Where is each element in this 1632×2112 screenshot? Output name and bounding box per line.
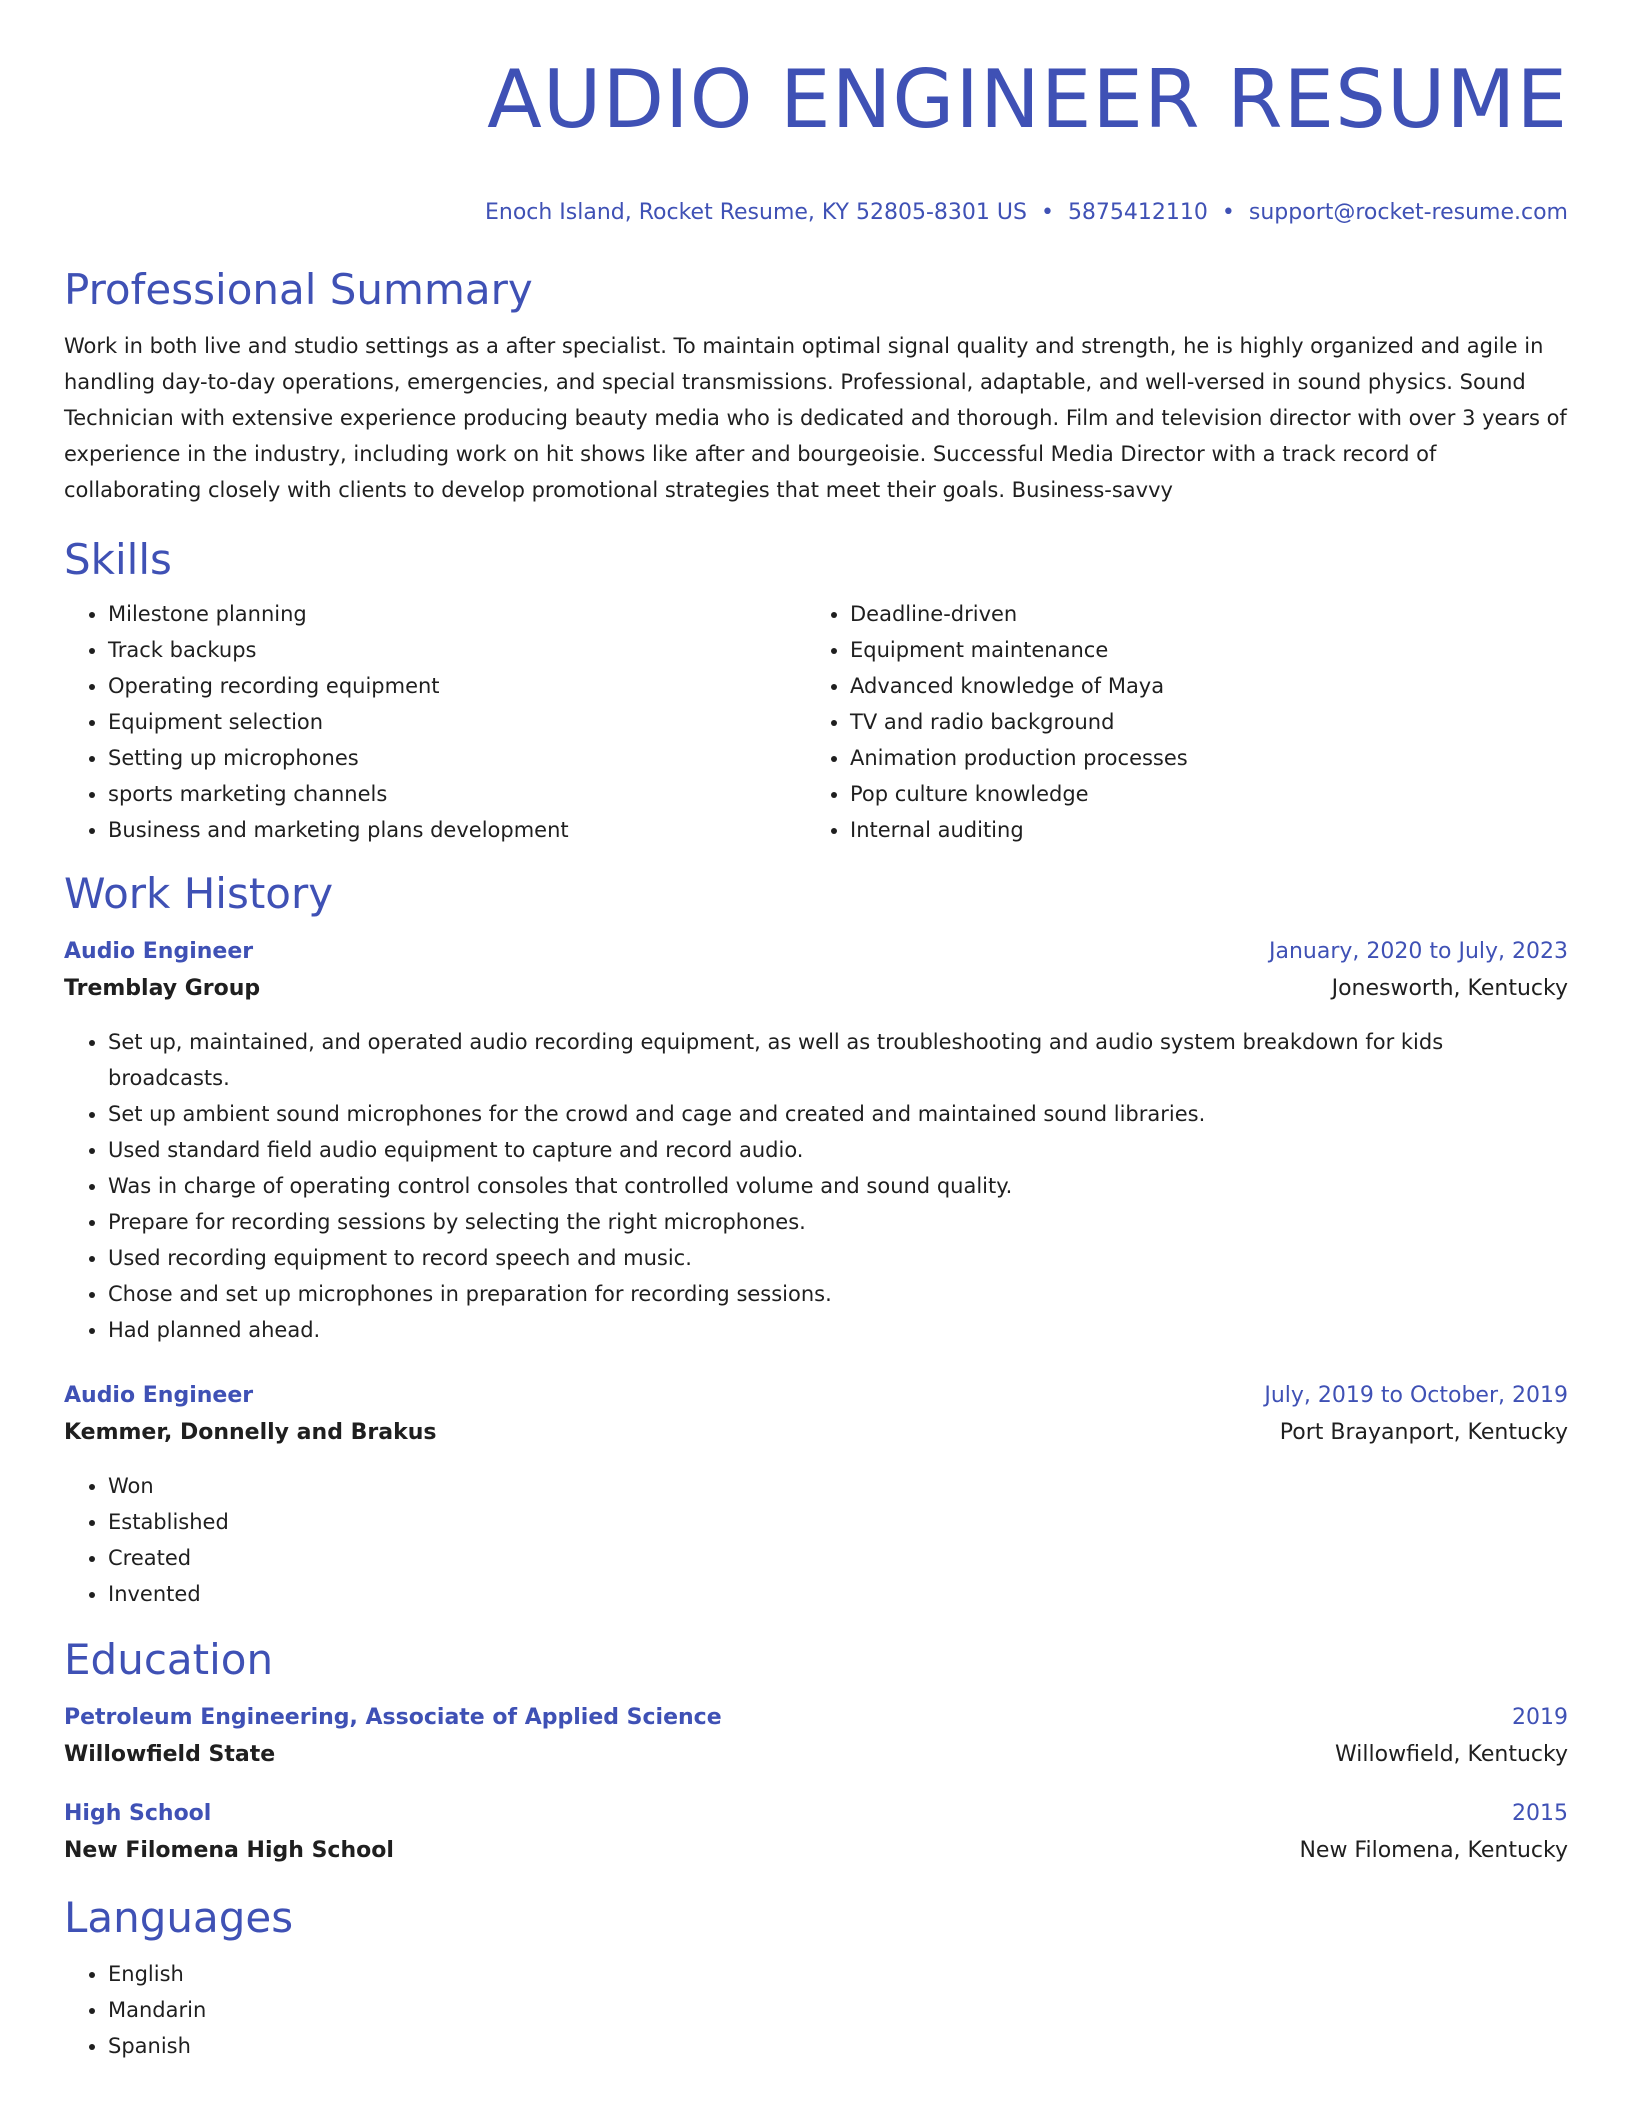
summary-text: Work in both live and studio settings as a after specialist. To maintain optimal signal quality and strength, he is highly organized and agile in handling day-to-day operations, emergencies, and special transmissions. Professional, adaptable, and well-versed in sound physics. Sound Technician with extensive experience producing beauty media who is dedicated and thorough. Film and television director with over 3 years of experience in the industry, including work on hit shows like after and bourgeoisie. Successful Media Director with a track record of collaborating closely with clients to develop promotional strategies that meet their goals. Business-savvy xyxy=(64,334,1567,502)
language-item: • Mandarin xyxy=(108,1992,1568,2028)
contact-email: support@rocket-resume.com xyxy=(1248,200,1568,225)
job-duty: • Set up, maintained, and operated audio recording equipment, as well as troubleshooting and audio system breakdown for kids broadcasts. xyxy=(108,1024,1568,1096)
education-header-row xyxy=(64,1700,1568,1736)
contact-address: Enoch Island, Rocket Resume, KY 52805-8301 US xyxy=(484,200,1027,225)
skill-item: • TV and radio background xyxy=(850,704,1548,740)
language-item: • English xyxy=(108,1956,1568,1992)
contact-separator: • xyxy=(1221,200,1235,225)
languages-list xyxy=(64,1956,1568,2064)
job-duty: • Set up ambient sound microphones for the crowd and cage and created and maintained sound libraries. xyxy=(108,1096,1568,1132)
work-history-heading: Work History xyxy=(64,869,334,918)
job-dates: January, 2020 to July, 2023 xyxy=(1269,939,1568,964)
job-company-row xyxy=(64,1414,1568,1452)
summary-section xyxy=(64,264,1568,508)
education-degree: Petroleum Engineering, Associate of Applied Science xyxy=(64,1705,722,1730)
job-entry xyxy=(64,934,1568,1348)
education-degree: High School xyxy=(64,1801,212,1826)
skills-left-column xyxy=(64,596,806,848)
skill-item: • Track backups xyxy=(108,632,806,668)
contact-line xyxy=(64,198,1568,228)
skill-item: • Equipment selection xyxy=(108,704,806,740)
skills-section xyxy=(64,534,1568,848)
skills-heading: Skills xyxy=(64,535,172,584)
job-location: Port Brayanport, Kentucky xyxy=(1279,1420,1568,1445)
education-school-row xyxy=(64,1736,1568,1774)
education-location: Willowfield, Kentucky xyxy=(1335,1742,1568,1767)
job-header-row xyxy=(64,1378,1568,1414)
job-duties-list xyxy=(64,1024,1568,1348)
education-school: Willowfield State xyxy=(64,1742,276,1767)
job-company: Tremblay Group xyxy=(64,976,261,1001)
resume-header xyxy=(64,0,1568,228)
skill-item: • Deadline-driven xyxy=(850,596,1548,632)
education-year: 2015 xyxy=(1512,1801,1568,1826)
education-entry xyxy=(64,1700,1568,1774)
skill-item: • sports marketing channels xyxy=(108,776,806,812)
skill-item: • Setting up microphones xyxy=(108,740,806,776)
skill-item: • Advanced knowledge of Maya xyxy=(850,668,1548,704)
skills-columns xyxy=(64,596,1568,848)
resume-title: AUDIO ENGINEER RESUME xyxy=(487,53,1568,146)
skills-right-column xyxy=(806,596,1548,848)
job-duties-list xyxy=(64,1468,1568,1612)
contact-phone: 5875412110 xyxy=(1067,200,1208,225)
job-role: Audio Engineer xyxy=(64,939,254,964)
skill-item: • Equipment maintenance xyxy=(850,632,1548,668)
languages-heading: Languages xyxy=(64,1893,294,1942)
skills-right-list xyxy=(806,596,1548,848)
skill-item: • Operating recording equipment xyxy=(108,668,806,704)
job-duty: • Won xyxy=(108,1468,1568,1504)
education-heading: Education xyxy=(64,1635,274,1684)
job-entry xyxy=(64,1378,1568,1612)
job-duty: • Prepare for recording sessions by selecting the right microphones. xyxy=(108,1204,1568,1240)
job-company: Kemmer, Donnelly and Brakus xyxy=(64,1420,437,1445)
skill-item: • Animation production processes xyxy=(850,740,1548,776)
education-school-row xyxy=(64,1832,1568,1870)
work-history-section xyxy=(64,868,1568,1612)
job-duty: • Created xyxy=(108,1540,1568,1576)
job-role: Audio Engineer xyxy=(64,1383,254,1408)
skill-item: • Internal auditing xyxy=(850,812,1548,848)
languages-section xyxy=(64,1892,1568,2064)
job-duty: • Invented xyxy=(108,1576,1568,1612)
skills-left-list xyxy=(64,596,806,848)
summary-heading: Professional Summary xyxy=(64,265,533,314)
job-company-row xyxy=(64,970,1568,1008)
education-section xyxy=(64,1634,1568,1870)
education-entry xyxy=(64,1796,1568,1870)
job-duty: • Was in charge of operating control consoles that controlled volume and sound quality. xyxy=(108,1168,1568,1204)
contact-separator: • xyxy=(1040,200,1054,225)
skill-item: • Milestone planning xyxy=(108,596,806,632)
job-duty: • Established xyxy=(108,1504,1568,1540)
job-header-row xyxy=(64,934,1568,970)
education-school: New Filomena High School xyxy=(64,1838,394,1863)
job-location: Jonesworth, Kentucky xyxy=(1331,976,1568,1001)
skill-item: • Pop culture knowledge xyxy=(850,776,1548,812)
job-duty: • Used standard field audio equipment to capture and record audio. xyxy=(108,1132,1568,1168)
job-dates: July, 2019 to October, 2019 xyxy=(1264,1383,1568,1408)
education-location: New Filomena, Kentucky xyxy=(1299,1838,1568,1863)
education-year: 2019 xyxy=(1512,1705,1568,1730)
job-duty: • Had planned ahead. xyxy=(108,1312,1568,1348)
skill-item: • Business and marketing plans development xyxy=(108,812,806,848)
job-duty: • Chose and set up microphones in preparation for recording sessions. xyxy=(108,1276,1568,1312)
education-header-row xyxy=(64,1796,1568,1832)
job-duty: • Used recording equipment to record speech and music. xyxy=(108,1240,1568,1276)
language-item: • Spanish xyxy=(108,2028,1568,2064)
